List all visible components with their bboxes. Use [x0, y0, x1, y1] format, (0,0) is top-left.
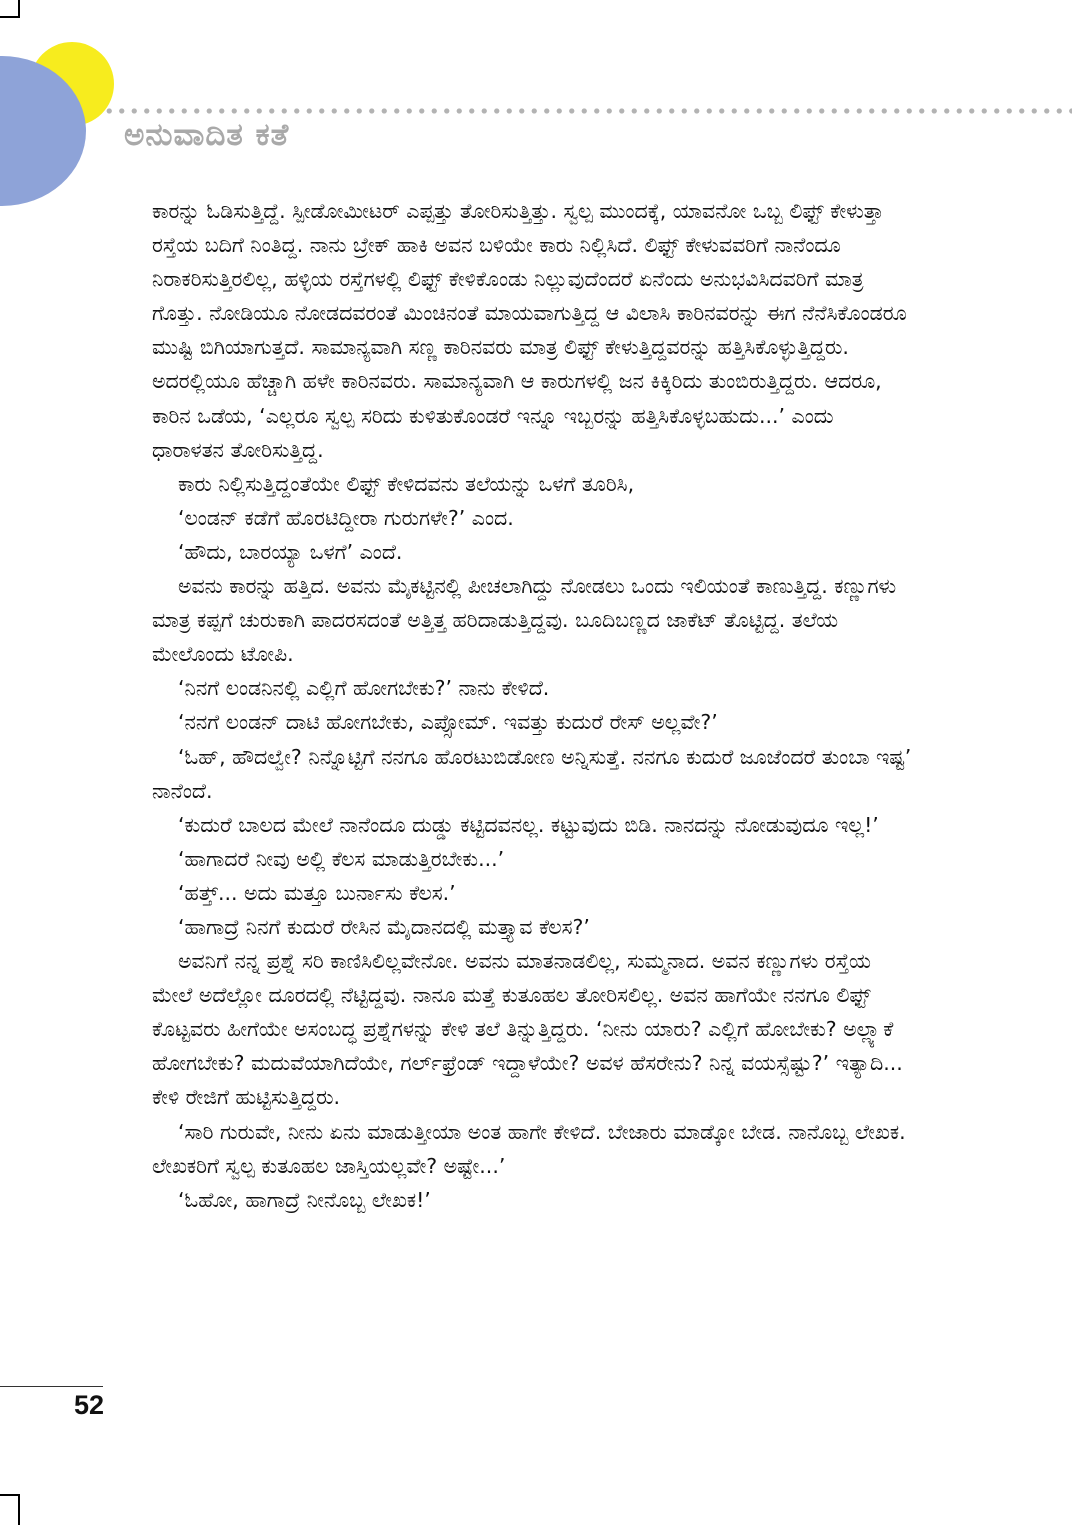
paragraph: ‘ಓಹೋ, ಹಾಗಾದ್ರೆ ನೀನೊಬ್ಬ ಲೇಖಕ!’ — [178, 1187, 431, 1212]
paragraph: ‘ಹೌದು, ಬಾರಯ್ಯಾ ಒಳಗೆ’ ಎಂದೆ. — [178, 539, 403, 564]
paragraph: ಅವನಿಗೆ ನನ್ನ ಪ್ರಶ್ನೆ ಸರಿ ಕಾಣಿಸಿಲಿಲ್ಲವೇನೋ. ಅವನು ಮಾತನಾಡಲಿಲ್ಲ, ಸುಮ್ಮನಾದ. ಅವನ ಕಣ್ಣುಗಳು ರಸ್ತೆಯ ಮೇಲೆ ಅದೆಲ್ಲೋ ದೂರದಲ್ಲಿ ನೆಟ್ಟಿದ್ದವು. ನಾನೂ ಮತ್ತೆ ಕುತೂಹಲ ತೋರಿಸಲಿಲ್ಲ. ಅವನ ಹಾಗೆಯೇ ನನಗೂ ಲಿಫ್ಟ್ ಕೊಟ್ಟವರು ಹೀಗೆಯೇ ಅಸಂಬದ್ಧ ಪ್ರಶ್ನೆಗಳನ್ನು ಕೇಳಿ ತಲೆ ತಿನ್ನುತ್ತಿದ್ದರು. ‘ನೀನು ಯಾರು? ಎಲ್ಲಿಗೆ ಹೋಬೇಕು? ಅಲ್ಲ್ಯಾಕೆ ಹೋಗಬೇಕು? ಮದುವೆಯಾಗಿದೆಯೇ, ಗರ್ಲ್‌ಫ್ರೆಂಡ್ ಇದ್ದಾಳೆಯೇ? ಅವಳ ಹೆಸರೇನು? ನಿನ್ನ ವಯಸ್ಸೆಷ್ಟು?’ ಇತ್ಯಾದಿ... ಕೇಳಿ ರೇಜಿಗೆ ಹುಟ್ಟಿಸುತ್ತಿದ್ದರು. — [152, 949, 903, 1110]
paragraph: ಕಾರನ್ನು ಓಡಿಸುತ್ತಿದ್ದೆ. ಸ್ಪೀಡೋಮೀಟರ್ ಎಪ್ಪತ್ತು ತೋರಿಸುತ್ತಿತ್ತು. ಸ್ವಲ್ಪ ಮುಂದಕ್ಕೆ, ಯಾವನೋ ಒಬ್ಬ ಲಿಫ್ಟ್ ಕೇಳುತ್ತಾ ರಸ್ತೆಯ ಬದಿಗೆ ನಿಂತಿದ್ದ. ನಾನು ಬ್ರೇಕ್ ಹಾಕಿ ಅವನ ಬಳಿಯೇ ಕಾರು ನಿಲ್ಲಿಸಿದೆ. ಲಿಫ್ಟ್ ಕೇಳುವವರಿಗೆ ನಾನೆಂದೂ ನಿರಾಕರಿಸುತ್ತಿರಲಿಲ್ಲ, ಹಳ್ಳಿಯ ರಸ್ತೆಗಳಲ್ಲಿ ಲಿಫ್ಟ್ ಕೇಳಿಕೊಂಡು ನಿಲ್ಲುವುದೆಂದರೆ ಏನೆಂದು ಅನುಭವಿಸಿದವರಿಗೆ ಮಾತ್ರ ಗೊತ್ತು. ನೋಡಿಯೂ ನೋಡದವರಂತೆ ಮಿಂಚಿನಂತೆ ಮಾಯವಾಗುತ್ತಿದ್ದ ಆ ವಿಲಾಸಿ ಕಾರಿನವರನ್ನು ಈಗ ನೆನೆಸಿಕೊಂಡರೂ ಮುಷ್ಟಿ ಬಿಗಿಯಾಗುತ್ತದೆ. ಸಾಮಾನ್ಯವಾಗಿ ಸಣ್ಣ ಕಾರಿನವರು ಮಾತ್ರ ಲಿಫ್ಟ್ ಕೇಳುತ್ತಿದ್ದವರನ್ನು ಹತ್ತಿಸಿಕೊಳ್ಳುತ್ತಿದ್ದರು. ಅದರಲ್ಲಿಯೂ ಹೆಚ್ಚಾಗಿ ಹಳೇ ಕಾರಿನವರು. ಸಾಮಾನ್ಯವಾಗಿ ಆ ಕಾರುಗಳಲ್ಲಿ ಜನ ಕಿಕ್ಕಿರಿದು ತುಂಬಿರುತ್ತಿದ್ದರು. ಆದರೂ, ಕಾರಿನ ಒಡೆಯ, ‘ಎಲ್ಲರೂ ಸ್ವಲ್ಪ ಸರಿದು ಕುಳಿತುಕೊಂಡರೆ ಇನ್ನೂ ಇಬ್ಬರನ್ನು ಹತ್ತಿಸಿಕೊಳ್ಳಬಹುದು...’ ಎಂದು ಧಾರಾಳತನ ತೋರಿಸುತ್ತಿದ್ದ. — [152, 199, 907, 462]
paragraph: ‘ನಿನಗೆ ಲಂಡನಿನಲ್ಲಿ ಎಲ್ಲಿಗೆ ಹೋಗಬೇಕು?’ ನಾನು ಕೇಳಿದೆ. — [178, 676, 550, 701]
page-number: 52 — [74, 1390, 105, 1420]
crop-mark-bottom-horizontal — [0, 1494, 20, 1496]
paragraph: ಕಾರು ನಿಲ್ಲಿಸುತ್ತಿದ್ದಂತೆಯೇ ಲಿಫ್ಟ್ ಕೇಳಿದವನು ತಲೆಯನ್ನು ಒಳಗೆ ತೂರಿಸಿ, — [178, 471, 635, 496]
paragraph: ‘ಲಂಡನ್ ಕಡೆಗೆ ಹೊರಟಿದ್ದೀರಾ ಗುರುಗಳೇ?’ ಎಂದ. — [178, 505, 514, 530]
paragraph: ‘ಹಾಗಾದರೆ ನೀವು ಅಲ್ಲಿ ಕೆಲಸ ಮಾಡುತ್ತಿರಬೇಕು...’ — [178, 846, 505, 871]
paragraph: ಅವನು ಕಾರನ್ನು ಹತ್ತಿದ. ಅವನು ಮೈಕಟ್ಟಿನಲ್ಲಿ ಪೀಚಲಾಗಿದ್ದು ನೋಡಲು ಒಂದು ಇಲಿಯಂತೆ ಕಾಣುತ್ತಿದ್ದ. ಕಣ್ಣುಗಳು ಮಾತ್ರ ಕಪ್ಪಗೆ ಚುರುಕಾಗಿ ಪಾದರಸದಂತೆ ಅತ್ತಿತ್ತ ಹರಿದಾಡುತ್ತಿದ್ದವು. ಬೂದಿಬಣ್ಣದ ಜಾಕೆಟ್ ತೊಟ್ಟಿದ್ದ. ತಲೆಯ ಮೇಲೊಂದು ಟೋಪಿ. — [152, 574, 897, 667]
paragraph: ‘ಹತ್ತ್... ಅದು ಮತ್ತೂ ಬುರ್ನಾಸು ಕೆಲಸ.’ — [178, 880, 456, 905]
crop-mark-top-horizontal — [0, 16, 20, 18]
paragraph: ‘ಓಹ್, ಹೌದಲ್ವೇ? ನಿನ್ನೊಟ್ಟಿಗೆ ನನಗೂ ಹೊರಟುಬಿಡೋಣ ಅನ್ನಿಸುತ್ತೆ. ನನಗೂ ಕುದುರೆ ಜೂಜೆಂದರೆ ತುಂಬಾ ಇಷ್ಟ’ ನಾನೆಂದೆ. — [152, 744, 912, 803]
paragraph: ‘ಹಾಗಾದ್ರೆ ನಿನಗೆ ಕುದುರೆ ರೇಸಿನ ಮೈದಾನದಲ್ಲಿ ಮತ್ತ್ಯಾವ ಕೆಲಸ?’ — [178, 914, 590, 939]
crop-mark-top-vertical — [18, 0, 20, 17]
article-body — [152, 194, 912, 1217]
crop-mark-bottom-vertical — [18, 1494, 20, 1525]
paragraph: ‘ಸಾರಿ ಗುರುವೇ, ನೀನು ಏನು ಮಾಡುತ್ತೀಯಾ ಅಂತ ಹಾಗೇ ಕೇಳಿದೆ. ಬೇಜಾರು ಮಾಡ್ಕೋ ಬೇಡ. ನಾನೊಬ್ಬ ಲೇಖಕ. ಲೇಖಕರಿಗೆ ಸ್ವಲ್ಪ ಕುತೂಹಲ ಜಾಸ್ತಿಯಲ್ಲವೇ? ಅಷ್ಟೇ...’ — [152, 1119, 906, 1178]
paragraph: ‘ನನಗೆ ಲಂಡನ್ ದಾಟಿ ಹೋಗಬೇಕು, ಎಪ್ಸೋಮ್. ಇವತ್ತು ಕುದುರೆ ರೇಸ್ ಅಲ್ಲವೇ?’ — [178, 710, 718, 735]
section-title: ಅನುವಾದಿತ ಕತೆ — [124, 117, 290, 153]
paragraph: ‘ಕುದುರೆ ಬಾಲದ ಮೇಲೆ ನಾನೆಂದೂ ದುಡ್ಡು ಕಟ್ಟಿದವನಲ್ಲ. ಕಟ್ಟುವುದು ಬಿಡಿ. ನಾನದನ್ನು ನೋಡುವುದೂ ಇಲ್ಲ!’ — [178, 812, 879, 837]
